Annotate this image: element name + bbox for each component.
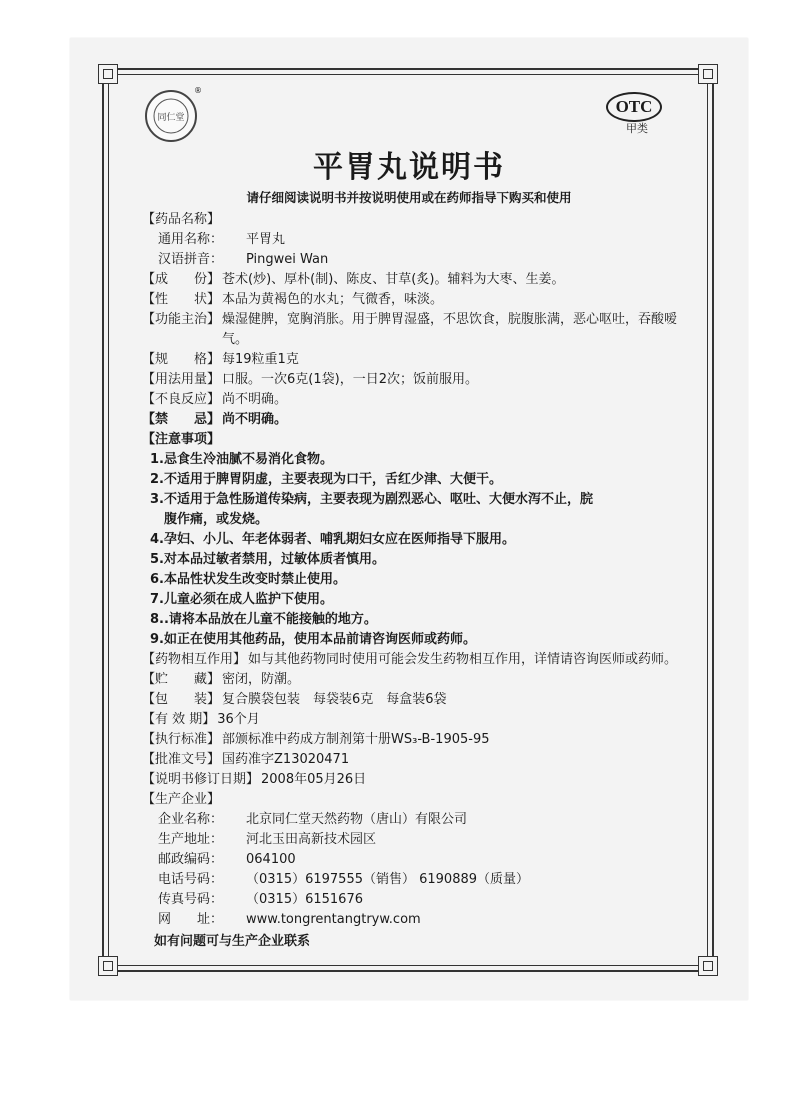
- contact-note: 如有问题可与生产企业联系: [154, 934, 311, 949]
- tongrentang-logo: [145, 90, 197, 142]
- section-specification: 【规 格】 每19粒重1克: [142, 352, 299, 367]
- precaution-item: 4.孕妇、小儿、年老体弱者、哺乳期妇女应在医师指导下服用。: [150, 532, 515, 547]
- precaution-item: 5.对本品过敏者禁用，过敏体质者慎用。: [150, 552, 385, 567]
- otc-category: 甲类: [626, 122, 648, 135]
- leaflet-content: [142, 210, 702, 952]
- section-revision-date: 【说明书修订日期】 2008年05月26日: [142, 772, 367, 787]
- precaution-item: 3.不适用于急性肠道传染病，主要表现为剧烈恶心、呕吐、大便水泻不止，脘: [150, 492, 593, 507]
- precaution-item: 2.不适用于脾胃阴虚，主要表现为口干，舌红少津、大便干。: [150, 472, 502, 487]
- svg-text:同仁堂: 同仁堂: [157, 113, 185, 123]
- section-approval-number: 【批准文号】 国药准字Z13020471: [142, 752, 350, 767]
- precaution-item: 腹作痛，或发烧。: [164, 512, 269, 527]
- generic-name-row: 通用名称： 平胃丸: [158, 232, 286, 247]
- page-subtitle: 请仔细阅读说明书并按说明使用或在药师指导下购买和使用: [246, 190, 572, 205]
- manufacturer-row: 电话号码： （0315）6197555（销售） 6190889（质量）: [158, 872, 530, 887]
- pinyin-row: 汉语拼音： Pingwei Wan: [158, 252, 329, 267]
- registered-mark: ®: [194, 86, 202, 95]
- manufacturer-row: 传真号码： （0315）6151676: [158, 892, 363, 907]
- section-ingredients: 【成 份】 苍术(炒)、厚朴(制)、陈皮、甘草(炙)。辅料为大枣、生姜。: [142, 272, 565, 287]
- section-adverse-reactions: 【不良反应】 尚不明确。: [142, 392, 288, 407]
- section-indications: 【功能主治】 燥湿健脾，宽胸消胀。用于脾胃湿盛，不思饮食，脘腹胀满，恶心呕吐，吞酸嗳气。: [142, 312, 678, 347]
- manufacturer-row: 生产地址： 河北玉田高新技术园区: [158, 832, 377, 847]
- leaflet-sheet: [70, 38, 748, 1000]
- section-dosage: 【用法用量】 口服。一次6克(1袋)，一日2次；饭前服用。: [142, 372, 478, 387]
- section-contraindications: 【禁 忌】 尚不明确。: [142, 412, 288, 427]
- manufacturer-row: 邮政编码： 064100: [158, 852, 296, 867]
- otc-badge: OTC: [606, 92, 662, 122]
- page-title: 平胃丸说明书: [313, 150, 505, 185]
- section-shelf-life: 【有 效 期】 36个月: [142, 712, 260, 727]
- precaution-item: 9.如正在使用其他药品，使用本品前请咨询医师或药师。: [150, 632, 476, 647]
- precaution-item: 1.忌食生冷油腻不易消化食物。: [150, 452, 333, 467]
- manufacturer-row: 企业名称： 北京同仁堂天然药物（唐山）有限公司: [158, 812, 468, 827]
- manufacturer-header: 【生产企业】: [142, 792, 221, 807]
- section-drug-interactions: 【药物相互作用】 如与其他药物同时使用可能会发生药物相互作用，详情请咨询医师或药师。: [142, 652, 678, 667]
- precautions-header: 【注意事项】: [142, 432, 221, 447]
- precaution-item: 7.儿童必须在成人监护下使用。: [150, 592, 333, 607]
- drug-name-header: 【药品名称】: [142, 212, 221, 227]
- precautions-list: [142, 450, 702, 650]
- section-storage: 【贮 藏】 密闭，防潮。: [142, 672, 301, 687]
- precaution-item: 6.本品性状发生改变时禁止使用。: [150, 572, 346, 587]
- section-standard: 【执行标准】 部颁标准中药成方制剂第十册WS₃-B-1905-95: [142, 732, 490, 747]
- section-packaging: 【包 装】 复合膜袋包装 每袋装6克 每盒装6袋: [142, 692, 447, 707]
- precaution-item: 8..请将本品放在儿童不能接触的地方。: [150, 612, 377, 627]
- website-link[interactable]: www.tongrentangtryw.com: [246, 912, 421, 927]
- section-appearance: 【性 状】 本品为黄褐色的水丸；气微香，味淡。: [142, 292, 444, 307]
- manufacturer-row: 网 址： www.tongrentangtryw.com: [142, 910, 702, 930]
